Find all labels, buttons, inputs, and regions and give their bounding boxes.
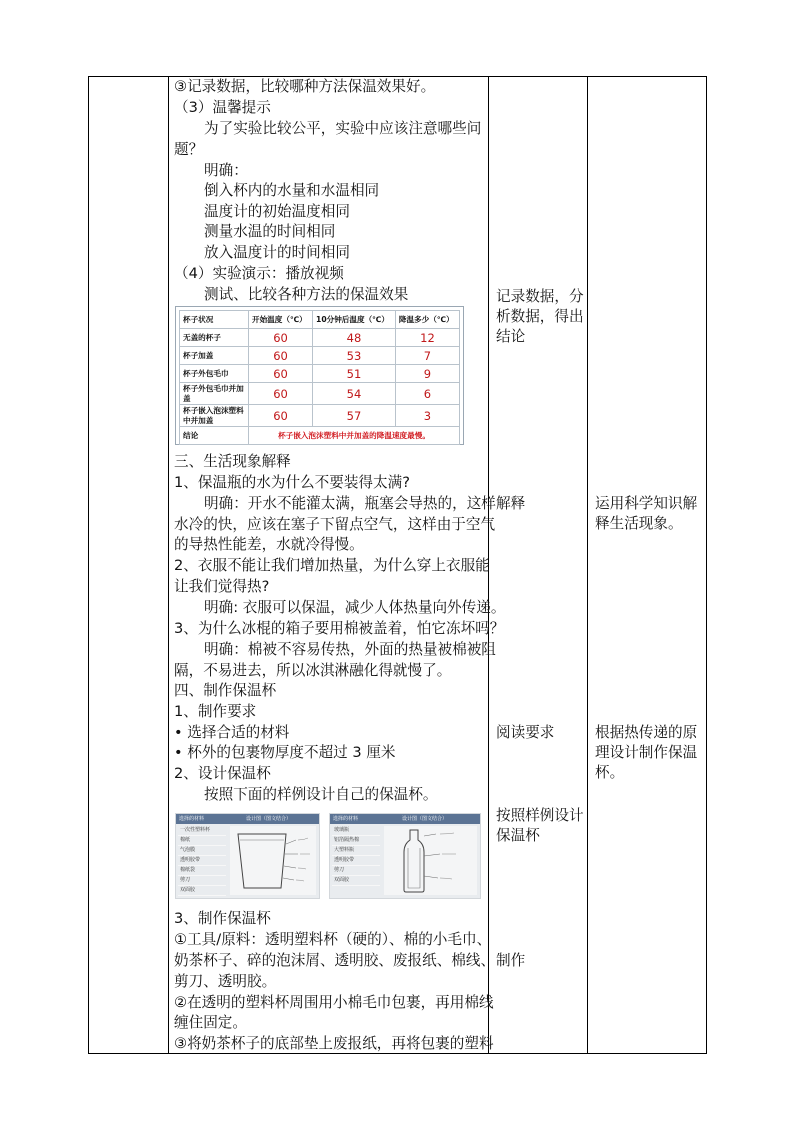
row-label: 杯子外包毛巾 (180, 365, 249, 383)
header-cell: 10分钟后温度（℃） (313, 311, 396, 329)
text-line: ②在透明的塑料杯周围用小棉毛巾包裹，再用棉线 (174, 994, 494, 1011)
conclusion-text: 杯子嵌入泡沫塑料中并加盖的降温速度最慢。 (249, 427, 460, 445)
section-heading: 四、制作保温杯 (174, 682, 277, 699)
start-temp: 60 (249, 347, 313, 365)
after-temp: 57 (313, 405, 396, 427)
design-header: 设计图（图文结合） (246, 816, 292, 822)
subheading: 1、制作要求 (174, 703, 257, 720)
row-label: 杯子加盖 (180, 347, 249, 365)
cup-sketch-icon (230, 826, 318, 897)
material-item: 双面胶 (332, 876, 380, 886)
text-line: 为了实验比较公平，实验中应该注意哪些问 (204, 120, 482, 137)
text-line: 水冷的快，应该在塞子下留点空气，这样由于空气 (174, 516, 496, 533)
text-line: 明确： (204, 162, 248, 179)
intent-b-3: 杯。 (595, 764, 625, 781)
row-label: 杯子外包毛巾并加盖 (180, 383, 249, 405)
text-line: 明确：棉被不容易传热，外面的热量被棉被阻 (204, 641, 496, 658)
heading-demo: （4）实验演示：播放视频 (174, 265, 344, 282)
text-line: 奶茶杯子、碎的泡沫屑、透明胶、废报纸、棉线、 (174, 952, 496, 969)
experiment-data-table (175, 306, 464, 445)
text-line: 按照下面的样例设计自己的保温杯。 (204, 786, 438, 803)
heading-tips: （3）温馨提示 (174, 99, 271, 116)
intent-b-2: 理设计制作保温 (595, 744, 698, 761)
subheading: 2、设计保温杯 (174, 765, 271, 782)
material-item: 棉纸 (178, 836, 226, 846)
intent-b-1: 根据热传递的原 (595, 724, 698, 741)
text-line: 隔，不易进去，所以冰淇淋融化得就慢了。 (174, 662, 452, 679)
text-line: 缠住固定。 (174, 1014, 247, 1031)
start-temp: 60 (249, 383, 313, 405)
text-line: 测量水温的时间相同 (204, 223, 336, 240)
after-temp: 51 (313, 365, 396, 383)
text-line: 测试、比较各种方法的保温效果 (204, 286, 409, 303)
material-item: 大塑料瓶 (332, 846, 380, 856)
student-activity-record-3: 结论 (496, 328, 526, 345)
text-line: 题？ (174, 141, 204, 158)
after-temp: 48 (313, 329, 396, 347)
text-line: 明确: 衣服可以保温，减少人体热量向外传递。 (204, 599, 506, 616)
header-cell: 开始温度（℃） (249, 311, 313, 329)
materials-header: 选择的材料 (333, 816, 359, 822)
text-line: ③记录数据，比较哪种方法保温效果好。 (174, 78, 436, 95)
material-item: 透明胶带 (332, 856, 380, 866)
column-divider (587, 77, 588, 1053)
bullet-item: • 杯外的包裹物厚度不超过 3 厘米 (174, 744, 396, 761)
after-temp: 53 (313, 347, 396, 365)
start-temp: 60 (249, 329, 313, 347)
material-item: 剪刀 (178, 876, 226, 886)
conclusion-label: 结论 (180, 427, 249, 445)
student-activity-read: 阅读要求 (496, 724, 555, 741)
row-label: 无盖的杯子 (180, 329, 249, 347)
design-worksheet-b (329, 813, 481, 899)
subheading: 3、制作保温杯 (174, 910, 271, 927)
material-item: 气泡膜 (178, 846, 226, 856)
data-table (179, 310, 460, 445)
temp-drop: 3 (395, 405, 459, 427)
text-line: 放入温度计的时间相同 (204, 244, 350, 261)
text-line: 让我们觉得热? (174, 578, 270, 595)
cup-sketch (230, 826, 316, 895)
question: 1、保温瓶的水为什么不要装得太满? (174, 474, 410, 491)
bottle-sketch (384, 826, 477, 895)
materials-list (332, 826, 380, 886)
worksheet-header (330, 814, 480, 824)
question: 2、衣服不能让我们增加热量，为什么穿上衣服能 (174, 557, 490, 574)
temp-drop: 9 (395, 365, 459, 383)
bullet-item: • 选择合适的材料 (174, 724, 290, 741)
design-header: 设计图（图文结合） (402, 816, 448, 822)
column-divider (168, 77, 169, 1053)
text-line: 剪刀、透明胶。 (174, 973, 277, 990)
section-heading: 三、生活现象解释 (174, 453, 291, 470)
intent-a-2: 释生活现象。 (595, 515, 683, 532)
material-item: 一次性塑料杯 (178, 826, 226, 836)
header-cell: 降温多少（℃） (395, 311, 459, 329)
material-item: 棉纸袋 (178, 866, 226, 876)
text-line: 明确：开水不能灌太满，瓶塞会导热的，这样 (204, 495, 496, 512)
student-activity-make: 制作 (496, 952, 526, 969)
text-line: 的导热性能差，水就冷得慢。 (174, 536, 364, 553)
bottle-sketch-icon (384, 826, 479, 897)
header-cell: 杯子状况 (180, 311, 249, 329)
material-item: 双面胶 (178, 886, 226, 896)
question: 3、为什么冰棍的箱子要用棉被盖着，怕它冻坏吗？ (174, 620, 505, 637)
material-item: 玻璃瓶 (332, 826, 380, 836)
lesson-table (88, 76, 707, 1054)
materials-header: 选择的材料 (179, 816, 205, 822)
materials-list (178, 826, 226, 896)
student-activity-design-1: 按照样例设计 (496, 807, 584, 824)
after-temp: 54 (313, 383, 396, 405)
material-item: 铝箔隔热棉 (332, 836, 380, 846)
temp-drop: 6 (395, 383, 459, 405)
design-worksheet-a (175, 813, 320, 899)
material-item: 透明胶带 (178, 856, 226, 866)
student-activity-record-2: 析数据，得出 (496, 308, 584, 325)
start-temp: 60 (249, 365, 313, 383)
material-item: 剪刀 (332, 866, 380, 876)
row-label: 杯子嵌入泡沫塑料中并加盖 (180, 405, 249, 427)
temp-drop: 7 (395, 347, 459, 365)
student-activity-record-1: 记录数据，分 (496, 288, 584, 305)
text-line: 温度计的初始温度相同 (204, 203, 350, 220)
start-temp: 60 (249, 405, 313, 427)
worksheet-header (176, 814, 319, 824)
text-line: 倒入杯内的水量和水温相同 (204, 182, 380, 199)
text-line: ①工具/原料：透明塑料杯（硬的）、棉的小毛巾、 (174, 931, 492, 948)
intent-a-1: 运用科学知识解 (595, 495, 698, 512)
text-line: ③将奶茶杯子的底部垫上废报纸，再将包裹的塑料 (174, 1035, 494, 1052)
student-activity-design-2: 保温杯 (496, 827, 540, 844)
student-activity-explain: 解释 (496, 495, 526, 512)
temp-drop: 12 (395, 329, 459, 347)
